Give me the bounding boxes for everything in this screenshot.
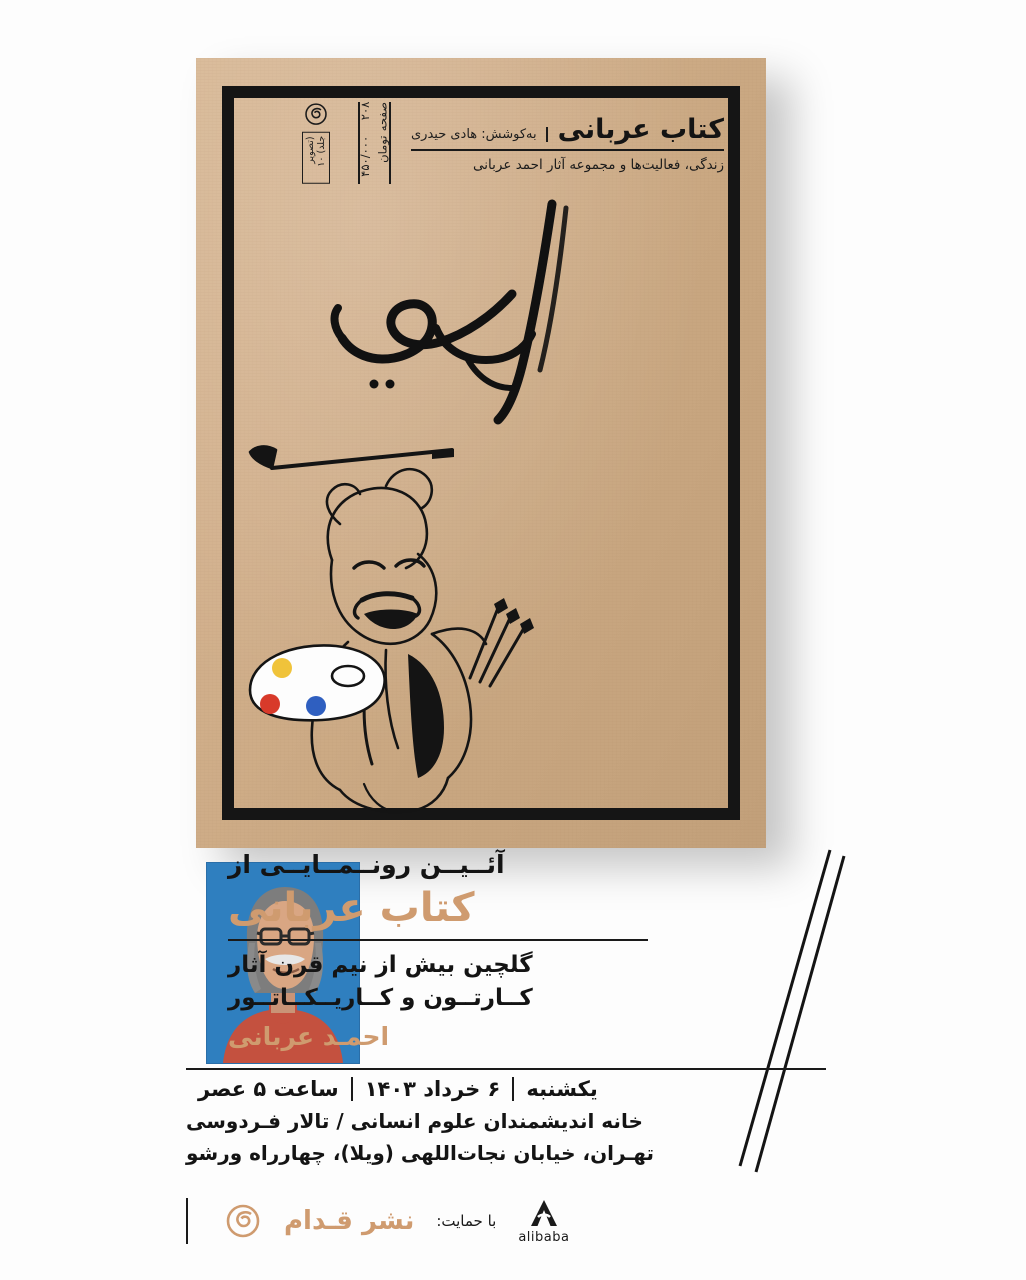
cover-header-strip (238, 102, 724, 184)
announcement-book-title: کتاب عربانی (228, 885, 475, 931)
event-datetime-row (186, 1077, 826, 1101)
cover-pages: ۲۰۸ صفحه (358, 102, 390, 132)
publisher-name: نشر قـدام (284, 1206, 415, 1236)
cover-publisher-badge: (تصویر جلد) ۱۰ (302, 132, 330, 184)
event-details (186, 1068, 826, 1165)
palette-color-yellow (272, 658, 292, 678)
event-address: تهـران، خیابان نجات‌اللهی (ویلا)، چهارراه ورشو (186, 1141, 654, 1165)
event-time: ساعت ۵ عصر (186, 1077, 353, 1101)
cover-calligraphy (316, 198, 656, 458)
footer-bar (186, 1186, 826, 1256)
caricaturist-figure-icon (236, 428, 696, 828)
announcement-text-block (228, 850, 648, 1051)
cover-subtitle: زندگی، فعالیت‌ها و مجموعه آثار احمد عربانی (473, 156, 724, 173)
description-line-2: کــارتــون و کــاریــکــاتــور (228, 985, 533, 1012)
cover-caricature-illustration (236, 428, 696, 828)
book-cover-photo (196, 58, 766, 848)
book-cover-surface (196, 58, 766, 848)
calligraphy-arabani-icon (316, 198, 656, 458)
palette-color-red (260, 694, 280, 714)
alibaba-a-icon (527, 1198, 561, 1228)
artist-name: احمـد عربانی (228, 1021, 390, 1051)
cover-title-row (411, 114, 724, 151)
divider-rule (228, 939, 648, 941)
cover-curator: به‌کوشش: هادی حیدری (411, 127, 548, 142)
palette-color-blue (306, 696, 326, 716)
cover-title-block (401, 102, 724, 184)
cover-price: ۴۵۰/۰۰۰ تومان (358, 136, 390, 178)
sponsor-block (518, 1198, 569, 1245)
cover-meta-block (358, 102, 391, 184)
description-line-1: گلچین بیش از نیم قرن آثار (228, 952, 533, 978)
ghadam-spiral-logo-icon (214, 1202, 272, 1240)
ghadam-spiral-logo-icon (289, 102, 343, 126)
details-top-rule (186, 1068, 826, 1070)
publisher-block (186, 1198, 414, 1244)
cover-book-title: کتاب عربانی (557, 113, 724, 145)
unveiling-line: آئــیــن رونــمــایــی از (228, 850, 505, 879)
cover-publisher-logo-block (284, 102, 348, 184)
event-info-panel (0, 846, 1026, 1280)
event-day: یکشنبه (526, 1077, 598, 1101)
sponsor-name: alibaba (518, 1229, 570, 1245)
event-venue: خانه اندیشمندان علوم انسانی / تالار فـردوسی (186, 1109, 643, 1133)
support-label: با حمایت: (436, 1212, 497, 1230)
event-date: ۶ خرداد ۱۴۰۳ (353, 1077, 515, 1101)
